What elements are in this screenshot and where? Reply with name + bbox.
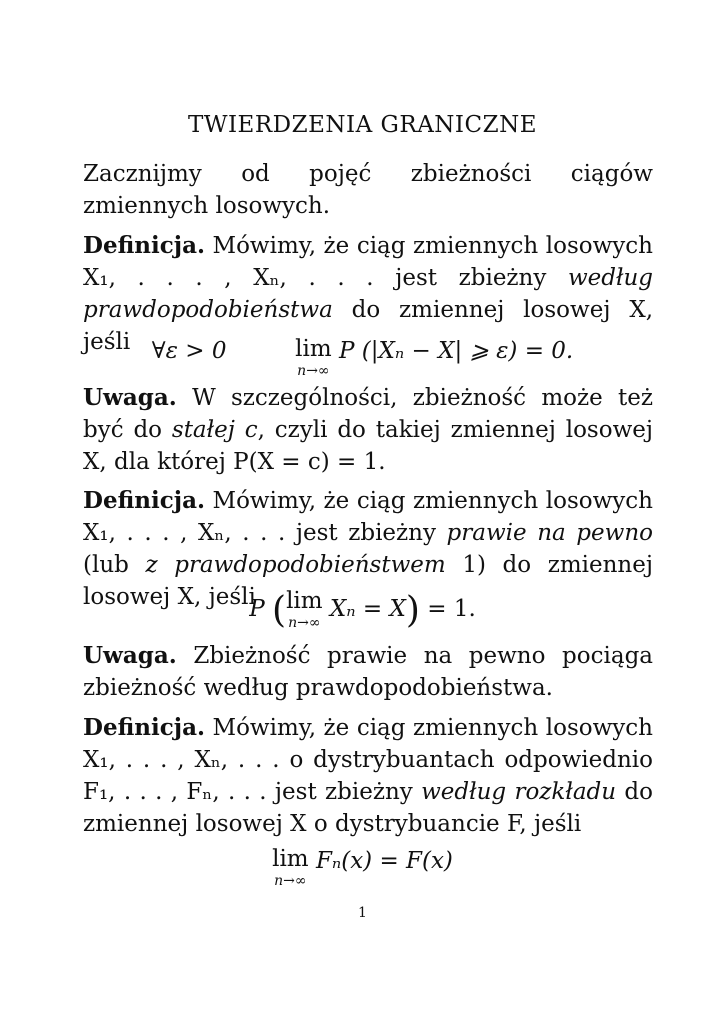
remark-label: Uwaga. [83,384,177,411]
limit-operator [286,590,323,630]
right-paren: ) [405,590,420,631]
formula-p: P [249,596,265,622]
definition-middle: (lub [83,552,146,578]
remark-text: Zbieżność prawie na pewno pociąga zbieżność według prawdopodobieństwa. [83,643,653,701]
remark-1 [83,382,653,478]
definition-tail: do zmiennej losowej X, jeśli [83,297,653,355]
definition-label: Definicja. [83,714,205,741]
definition-text: Mówimy, że ciąg zmiennych losowych X₁, . . . , Xₙ, . . . jest zbieżny [83,488,653,546]
definition-emphasis: według prawdopodobieństwa [83,265,653,323]
limit-subscript: n→∞ [288,615,321,631]
formula-end: = 1. [427,596,476,622]
definition-emphasis: według rozkładu [421,779,617,805]
remark-text: W szczególności, zbieżność może też być do [83,385,653,443]
limit-subscript: n→∞ [274,873,307,889]
limit-text: lim [295,336,332,362]
limit-text: lim [272,846,309,872]
remark-tail: , czyli do takiej zmiennej losowej X, dla której P(X = c) = 1. [83,417,653,475]
definition-tail: do zmiennej losowej X o dystrybuancie F, jeśli [83,779,653,837]
left-paren: ( [272,590,287,631]
page-number: 1 [358,905,367,921]
formula-inner: Xₙ = X [329,596,406,622]
definition-emphasis: prawie na pewno [446,520,653,546]
definition-emphasis-2: z prawdopodobieństwem [145,552,446,578]
limit-operator [272,848,309,888]
definition-tail: 1) do zmiennej losowej X, jeśli [83,552,653,610]
definition-text: Mówimy, że ciąg zmiennych losowych X₁, . . . , Xₙ, . . . jest zbieżny [83,233,653,291]
formula-convergence-probability [0,338,725,378]
limit-operator [295,338,332,378]
intro-text: Zacznijmy od pojęć zbieżności ciągów zmiennych losowych. [83,161,653,219]
limit-subscript: n→∞ [297,363,330,379]
definition-3 [83,712,653,840]
definition-label: Definicja. [83,487,205,514]
remark-emphasis: stałej c [171,417,258,443]
definition-label: Definicja. [83,232,205,259]
formula-body: Fₙ(x) = F(x) [315,848,453,874]
definition-text: Mówimy, że ciąg zmiennych losowych X₁, . . . , Xₙ, . . . o dystrybuantach odpowiednio F₁, . . . , Fₙ, . . . jest zbieżny [83,715,653,805]
formula-almost-sure [0,590,725,631]
intro-paragraph [83,158,653,222]
formula-distribution [0,848,725,888]
formula-left: ∀ε > 0 [151,338,227,364]
limit-text: lim [286,588,323,614]
remark-label: Uwaga. [83,642,177,669]
page-title: TWIERDZENIA GRANICZNE [187,112,538,138]
formula-right: P (|Xₙ − X| ⩾ ε) = 0. [338,338,574,364]
remark-2 [83,640,653,704]
